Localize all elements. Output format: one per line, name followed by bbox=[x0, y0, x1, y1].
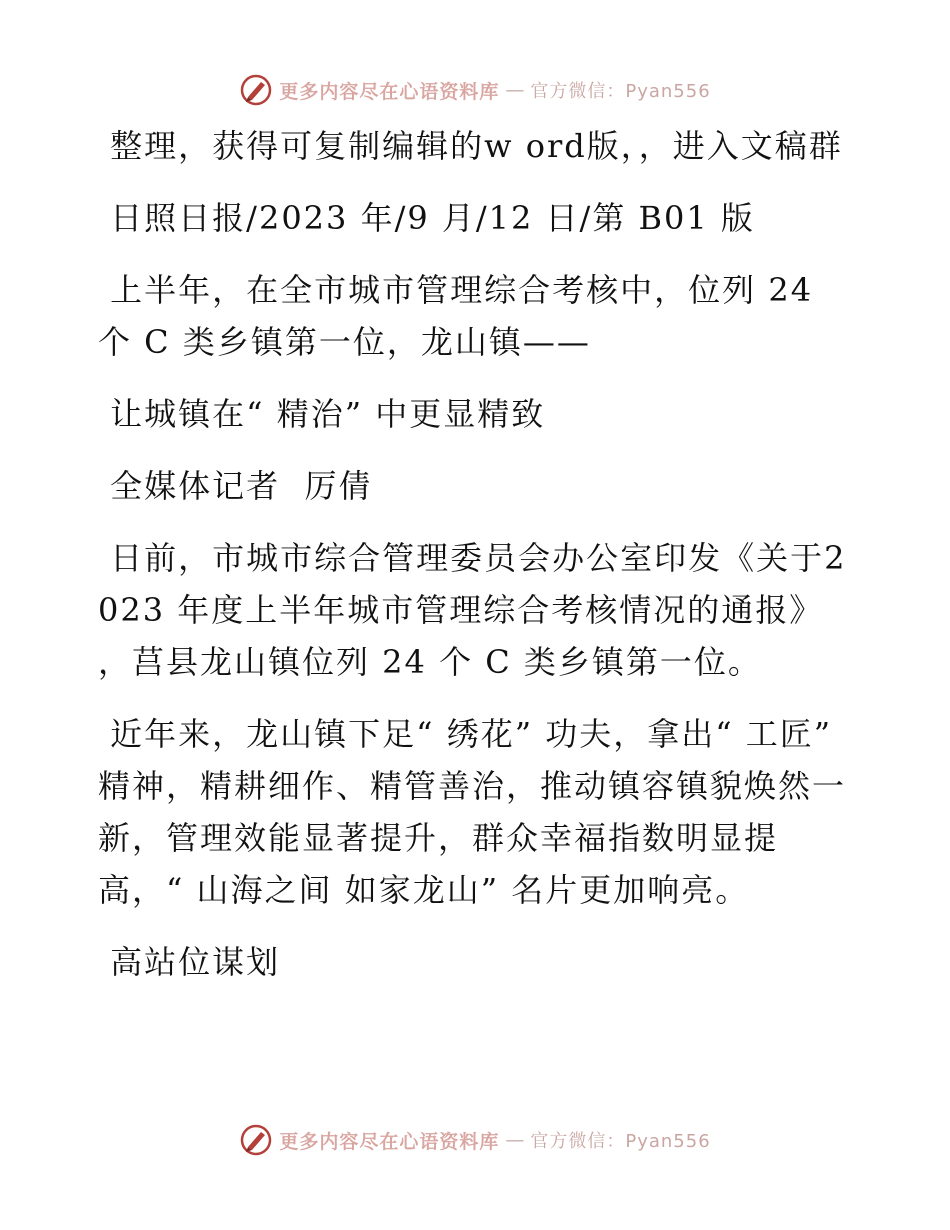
paragraph-intro-note: 整理，获得可复制编辑的w ord版，，进入文稿群 bbox=[98, 127, 843, 165]
document-body bbox=[98, 120, 858, 1008]
paragraph-body-2: 近年来，龙山镇下足“ 绣花” 功夫，拿出“ 工匠” 精神，精耕细作、精管善治，推动镇容镇貌焕然一新，管理效能显著提升，群众幸福指数明显提高，“ 山海之间 如家龙山” 名片更加响亮。 bbox=[98, 715, 847, 909]
watermark-separator: — bbox=[505, 79, 525, 101]
watermark-text: 更多内容尽在心语资料库 bbox=[279, 1130, 500, 1153]
watermark-separator: — bbox=[505, 1129, 525, 1151]
paragraph-section-heading: 高站位谋划 bbox=[98, 943, 281, 981]
watermark-header bbox=[0, 70, 950, 110]
watermark-text: 更多内容尽在心语资料库 bbox=[279, 80, 500, 103]
paragraph-headline: 让城镇在“ 精治” 中更显精致 bbox=[98, 395, 546, 433]
pen-logo-icon bbox=[239, 73, 273, 107]
paragraph-source-line: 日照日报/2023 年/9 月/12 日/第 B01 版 bbox=[98, 199, 755, 237]
paragraph-byline: 全媒体记者 厉倩 bbox=[98, 467, 373, 505]
watermark-wechat: 官方微信：Pyan556 bbox=[530, 1131, 711, 1152]
paragraph-headline-lead: 上半年，在全市城市管理综合考核中，位列 24 个 C 类乡镇第一位，龙山镇—— bbox=[98, 271, 826, 361]
watermark-wechat: 官方微信：Pyan556 bbox=[530, 81, 711, 102]
watermark-footer bbox=[0, 1120, 950, 1160]
paragraph-body-1: 日前，市城市综合管理委员会办公室印发《关于2023 年度上半年城市管理综合考核情况的通报》 ，莒县龙山镇位列 24 个 C 类乡镇第一位。 bbox=[98, 539, 847, 681]
pen-logo-icon bbox=[239, 1123, 273, 1157]
